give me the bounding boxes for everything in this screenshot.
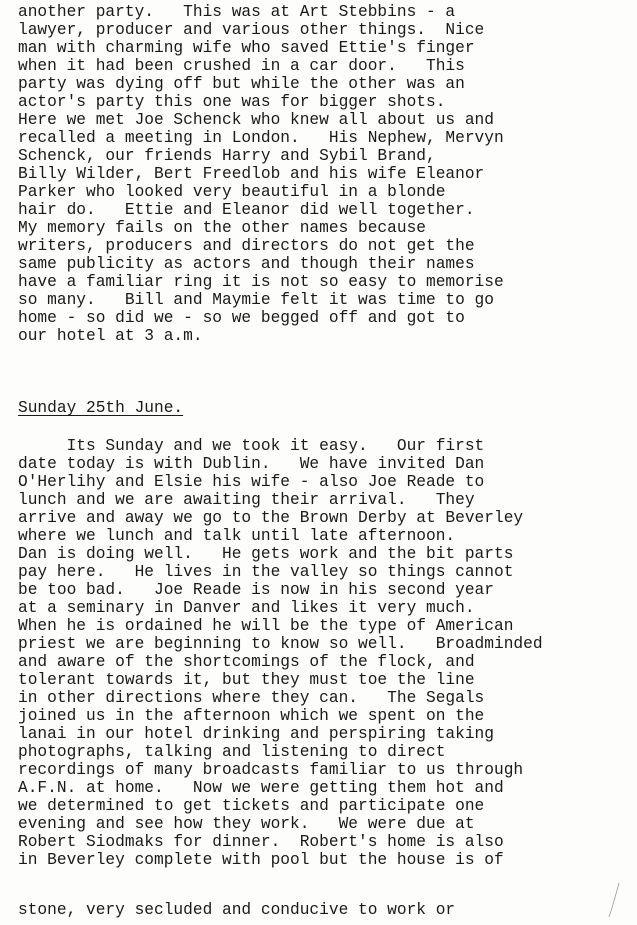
text-line: home - so did we - so we begged off and got to [18, 309, 465, 327]
text-line: lanai in our hotel drinking and perspiring taking [18, 725, 494, 743]
text-line: joined us in the afternoon which we spent on the [18, 707, 485, 725]
text-line: A.F.N. at home. Now we were getting them hot and [18, 779, 504, 797]
text-line: lawyer, producer and various other things. Nice [18, 21, 485, 39]
text-line: pay here. He lives in the valley so things cannot [18, 563, 514, 581]
paragraph-sunday [18, 437, 630, 869]
text-line: same publicity as actors and though their names [18, 255, 475, 273]
text-line: tolerant towards it, but they must toe the line [18, 671, 475, 689]
text-line: another party. This was at Art Stebbins - a [18, 3, 456, 21]
text-line: Parker who looked very beautiful in a blonde [18, 183, 446, 201]
text-line: When he is ordained he will be the type of American [18, 617, 514, 635]
text-line: Its Sunday and we took it easy. Our first [18, 437, 485, 455]
text-line: evening and see how they work. We were due at [18, 815, 475, 833]
text-line: we determined to get tickets and participate one [18, 797, 485, 815]
text-line: Schenck, our friends Harry and Sybil Brand, [18, 147, 436, 165]
text-line: at a seminary in Danver and likes it very much. [18, 599, 475, 617]
text-line: Robert Siodmaks for dinner. Robert's home is also [18, 833, 504, 851]
text-line: recordings of many broadcasts familiar to us through [18, 761, 524, 779]
text-line: our hotel at 3 a.m. [18, 327, 203, 345]
paragraph-top [18, 3, 630, 345]
text-line: Dan is doing well. He gets work and the bit parts [18, 545, 514, 563]
text-line: party was dying off but while the other was an [18, 75, 465, 93]
text-line: so many. Bill and Maymie felt it was time to go [18, 291, 494, 309]
text-line: actor's party this one was for bigger shots. [18, 93, 446, 111]
text-line: priest we are beginning to know so well. Broadminded [18, 635, 543, 653]
text-line: recalled a meeting in London. His Nephew, Mervyn [18, 129, 504, 147]
text-line: have a familiar ring it is not so easy to memorise [18, 273, 504, 291]
text-line: in other directions where they can. The Segals [18, 689, 485, 707]
text-line: stone, very secluded and conducive to work or [18, 901, 456, 919]
text-line: photographs, talking and listening to direct [18, 743, 446, 761]
text-line: in Beverley complete with pool but the house is of [18, 851, 504, 869]
text-line: hair do. Ettie and Eleanor did well together. [18, 201, 475, 219]
text-line: when it had been crushed in a car door. This [18, 57, 465, 75]
text-line: where we lunch and talk until late afternoon. [18, 527, 456, 545]
date-heading: Sunday 25th June. [18, 399, 184, 417]
paragraph-continued [18, 901, 455, 919]
text-line: and aware of the shortcomings of the flock, and [18, 653, 475, 671]
text-line: man with charming wife who saved Ettie's finger [18, 39, 475, 57]
text-line: O'Herlihy and Elsie his wife - also Joe Reade to [18, 473, 485, 491]
text-line: writers, producers and directors do not get the [18, 237, 475, 255]
text-line: My memory fails on the other names because [18, 219, 426, 237]
pencil-mark [605, 879, 623, 919]
text-line: arrive and away we go to the Brown Derby at Beverley [18, 509, 524, 527]
text-line: be too bad. Joe Reade is now in his second year [18, 581, 494, 599]
text-line: date today is with Dublin. We have invited Dan [18, 455, 485, 473]
text-line: Here we met Joe Schenck who knew all about us and [18, 111, 494, 129]
text-line: lunch and we are awaiting their arrival. They [18, 491, 475, 509]
text-line: Billy Wilder, Bert Freedlob and his wife Eleanor [18, 165, 485, 183]
